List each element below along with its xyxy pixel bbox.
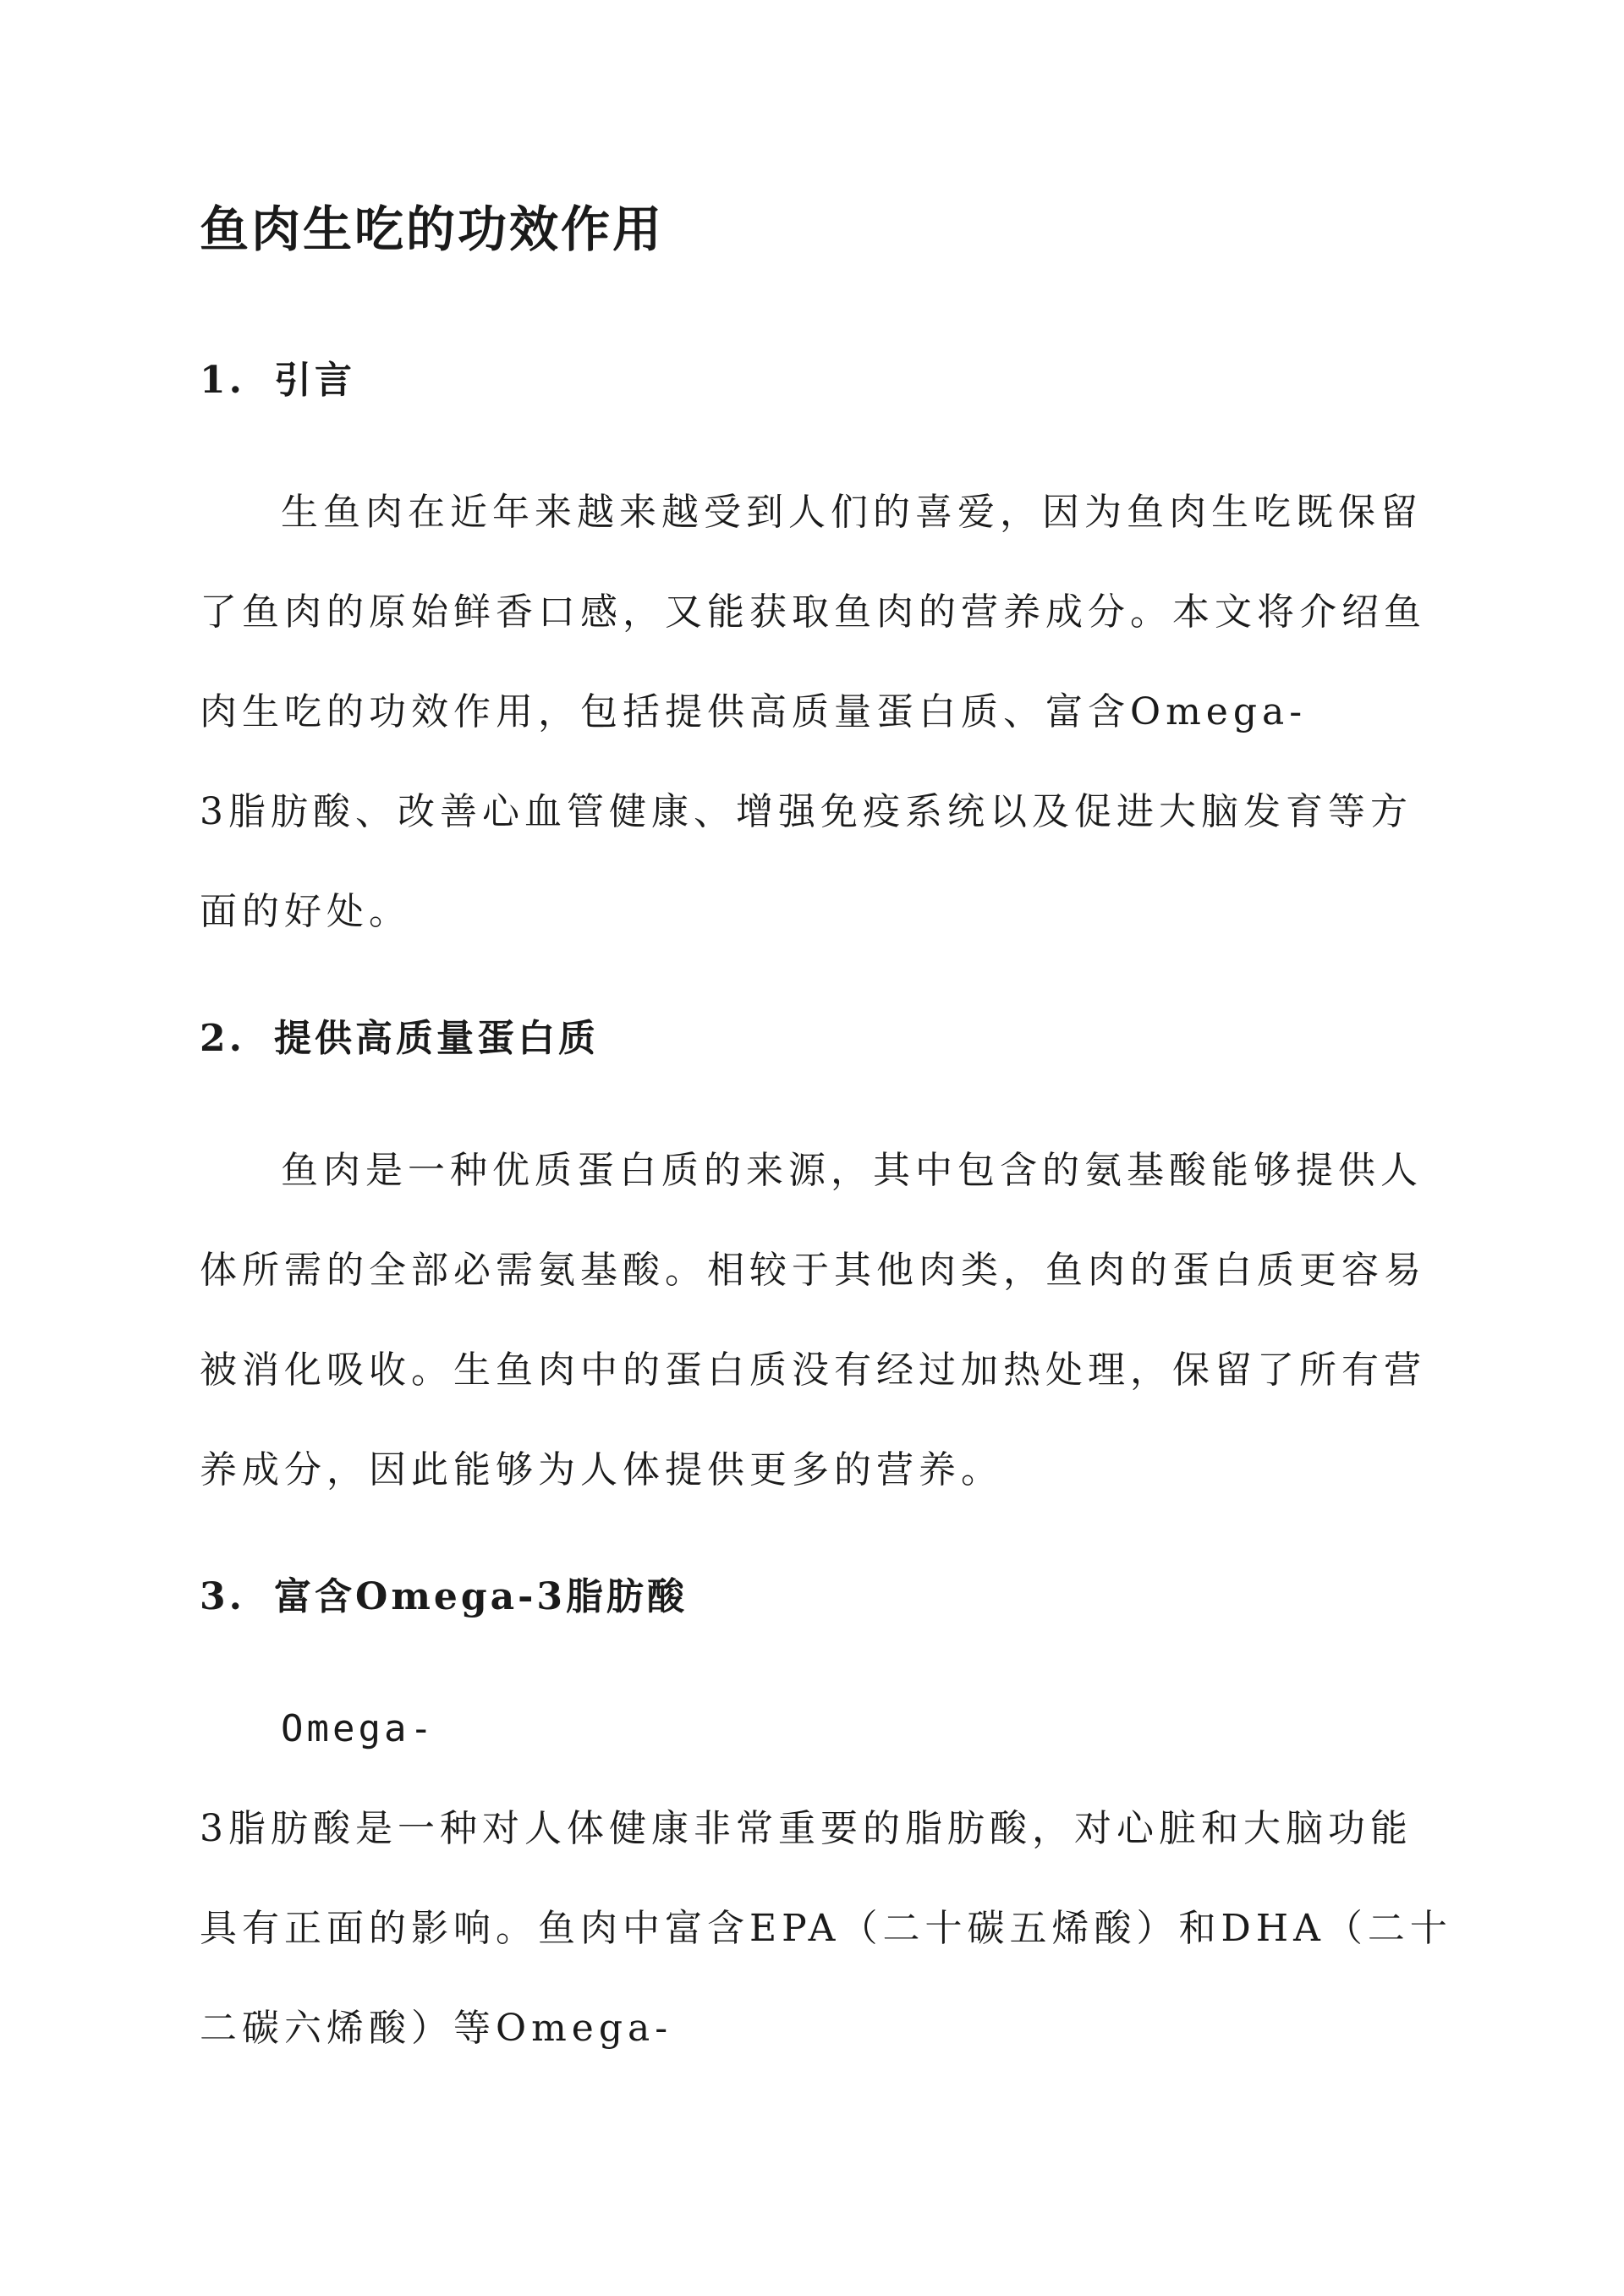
paragraph-line: 了鱼肉的原始鲜香口感，又能获取鱼肉的营养成分。本文将介绍鱼 (200, 590, 1426, 634)
section-title-3: 富含Omega-3脂肪酸 (274, 1575, 689, 1618)
paragraph-line: 面的好处。 (200, 890, 411, 933)
paragraph-line: 肉生吃的功效作用，包括提供高质量蛋白质、富含Omega- (200, 690, 1308, 733)
paragraph-line: 生鱼肉在近年来越来越受到人们的喜爱，因为鱼肉生吃既保留 (281, 491, 1423, 534)
paragraph-line: 养成分，因此能够为人体提供更多的营养。 (200, 1448, 1003, 1491)
paragraph-line: 鱼肉是一种优质蛋白质的来源，其中包含的氨基酸能够提供人 (281, 1149, 1423, 1192)
section-number-3: 3. (200, 1575, 245, 1618)
paragraph-line: 被消化吸收。生鱼肉中的蛋白质没有经过加热处理，保留了所有营 (200, 1348, 1426, 1392)
section-heading-2 (200, 1013, 599, 1064)
section-title-1: 引言 (274, 359, 355, 402)
paragraph-line: 3脂肪酸是一种对人体健康非常重要的脂肪酸，对心脏和大脑功能 (200, 1807, 1413, 1850)
paragraph-line: 二碳六烯酸）等Omega- (200, 2007, 673, 2050)
section-number-2: 2. (200, 1017, 245, 1060)
section-title-2: 提供高质量蛋白质 (274, 1017, 599, 1060)
section-heading-3 (200, 1572, 688, 1623)
paragraph-line: 具有正面的影响。鱼肉中富含EPA（二十碳五烯酸）和DHA（二十 (200, 1907, 1452, 1950)
document-title: 鱼肉生吃的功效作用 (200, 200, 665, 258)
paragraph-line: Omega- (281, 1707, 436, 1750)
section-heading-1 (200, 355, 355, 406)
section-number-1: 1. (200, 359, 245, 402)
paragraph-line: 体所需的全部必需氨基酸。相较于其他肉类，鱼肉的蛋白质更容易 (200, 1249, 1426, 1292)
paragraph-line: 3脂肪酸、改善心血管健康、增强免疫系统以及促进大脑发育等方 (200, 790, 1413, 833)
